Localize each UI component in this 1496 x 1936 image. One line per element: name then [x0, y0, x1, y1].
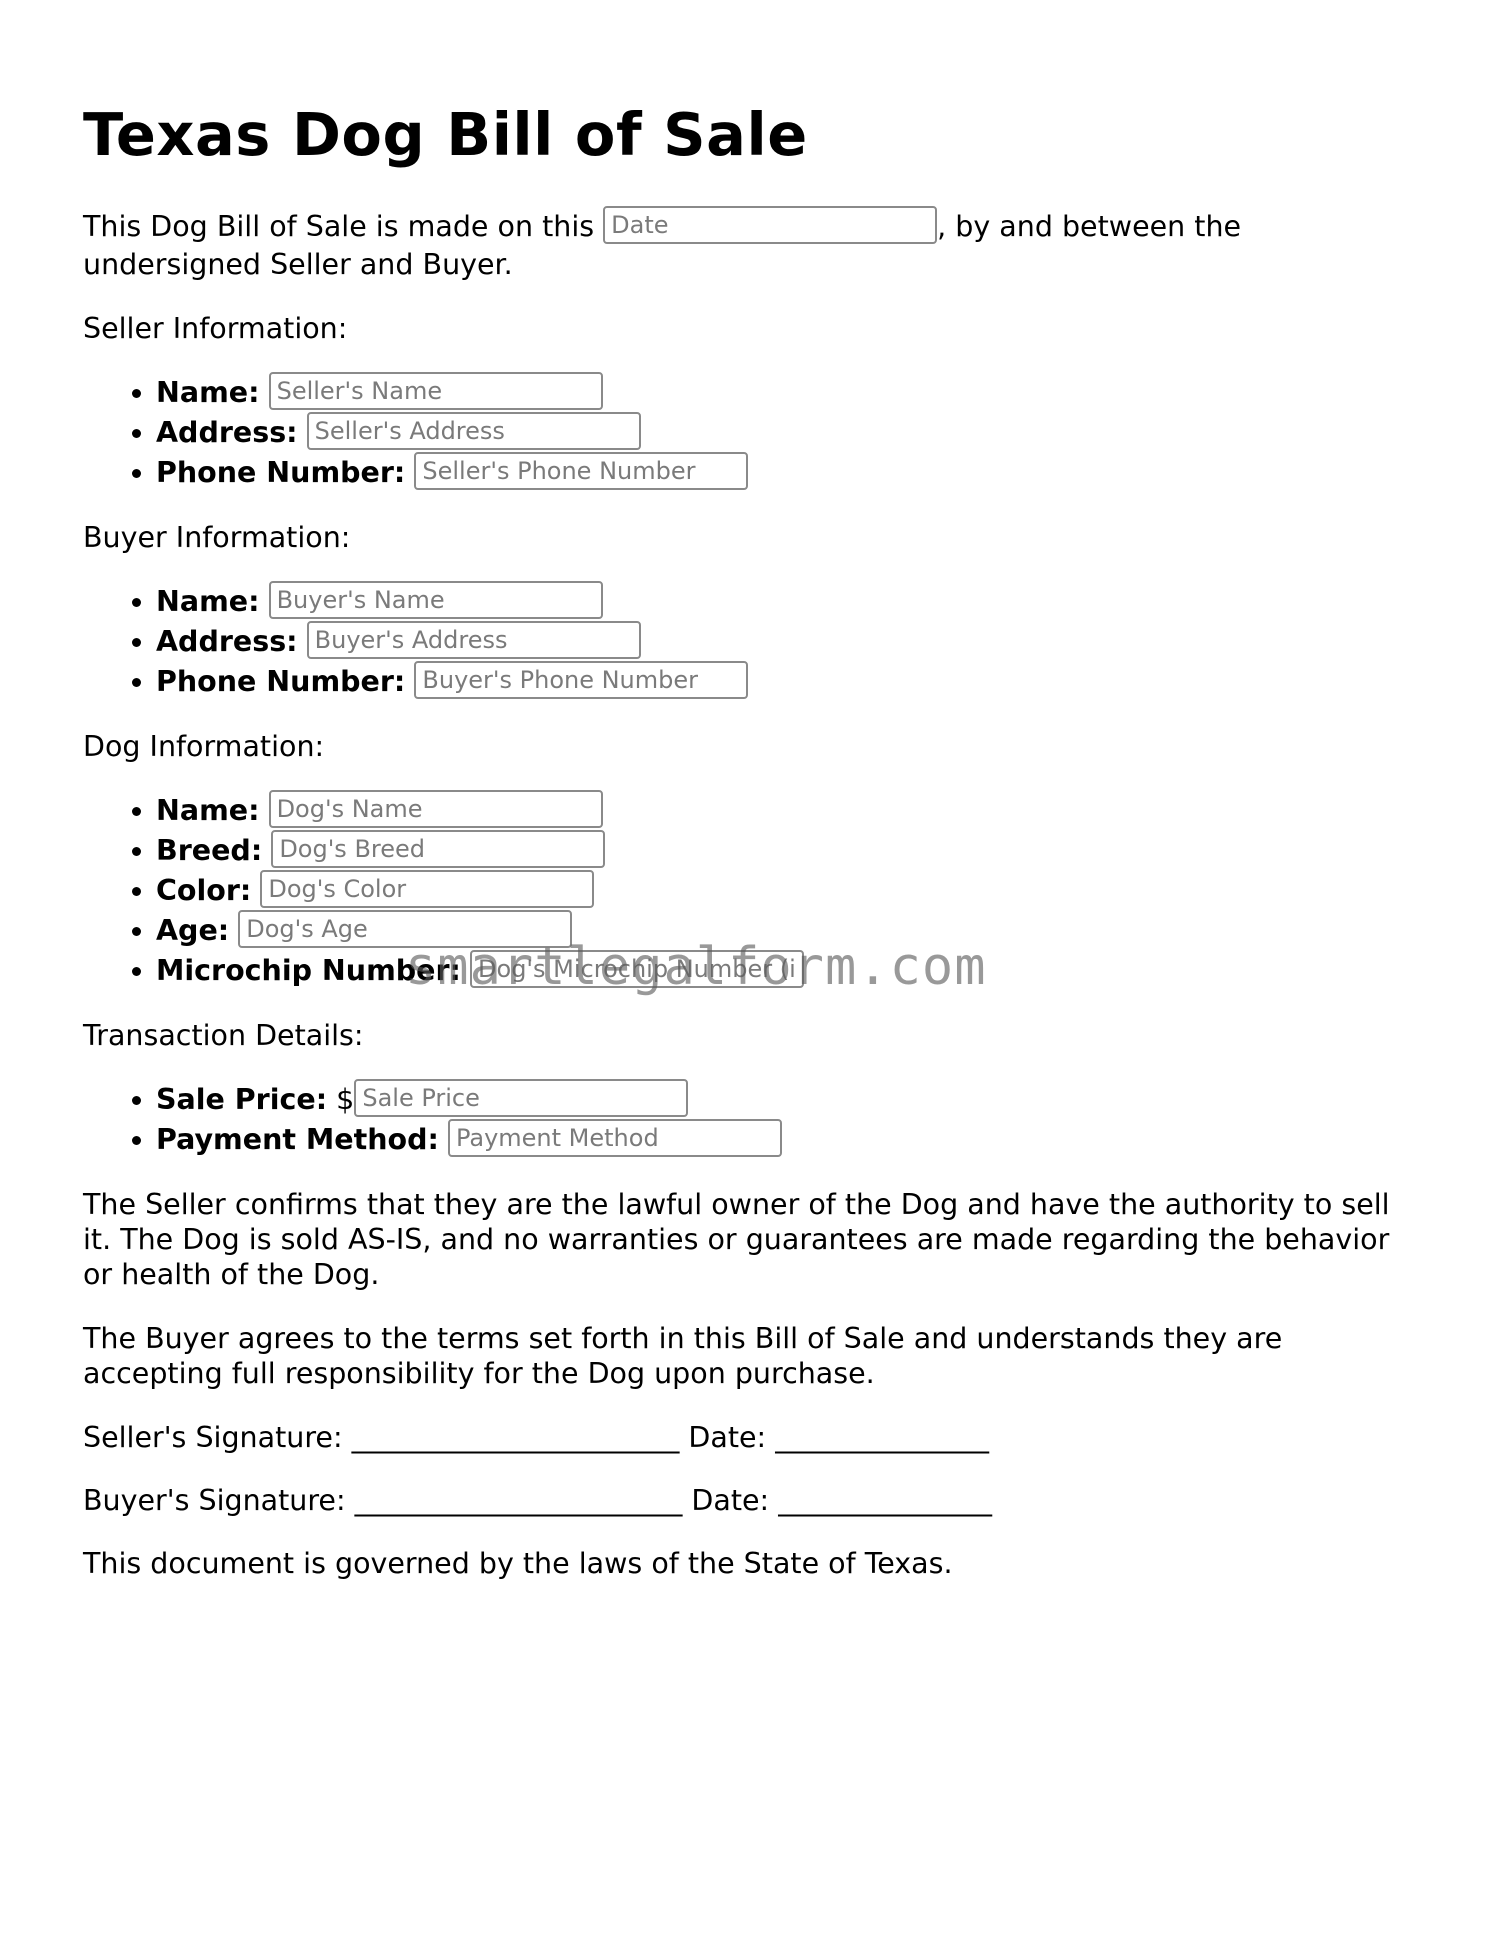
seller-name-label: Name: — [156, 375, 260, 409]
intro-text-after: , by and between the undersigned Seller and Buyer. — [83, 209, 1242, 281]
buyer-section-heading: Buyer Information: — [83, 520, 351, 554]
dog-name-input[interactable] — [269, 790, 603, 828]
dog-age-input[interactable] — [238, 910, 572, 948]
seller-phone-label: Phone Number: — [156, 455, 406, 489]
buyer-info-list — [83, 582, 1413, 702]
sale-price-input[interactable] — [354, 1079, 688, 1117]
list-item — [156, 582, 1413, 622]
signature-block — [83, 1420, 1413, 1518]
list-item — [156, 1120, 1413, 1160]
list-item — [156, 413, 1413, 453]
list-item — [156, 1080, 1413, 1120]
intro-paragraph — [83, 209, 1413, 282]
list-item — [156, 791, 1413, 831]
dog-color-label: Color: — [156, 873, 252, 907]
seller-phone-input[interactable] — [414, 452, 748, 490]
list-item — [156, 831, 1413, 871]
dog-section-heading: Dog Information: — [83, 729, 325, 763]
document-page — [83, 100, 1413, 1610]
transaction-info-list — [83, 1080, 1413, 1160]
buyer-address-input[interactable] — [307, 621, 641, 659]
dog-microchip-label: Microchip Number: — [156, 953, 461, 987]
buyer-name-input[interactable] — [269, 581, 603, 619]
page-title: Texas Dog Bill of Sale — [83, 100, 808, 169]
governing-law-statement: This document is governed by the laws of the State of Texas. — [83, 1546, 953, 1580]
payment-method-input[interactable] — [448, 1119, 782, 1157]
seller-address-label: Address: — [156, 415, 298, 449]
payment-method-label: Payment Method: — [156, 1122, 439, 1156]
list-item — [156, 453, 1413, 493]
dog-info-list — [83, 791, 1413, 991]
list-item — [156, 951, 1413, 991]
sale-price-label: Sale Price: — [156, 1082, 328, 1116]
list-item — [156, 622, 1413, 662]
buyer-phone-label: Phone Number: — [156, 664, 406, 698]
dog-breed-label: Breed: — [156, 833, 263, 867]
watermark: smartlegalform.com — [405, 937, 987, 997]
sale-date-input[interactable] — [603, 206, 937, 244]
list-item — [156, 871, 1413, 911]
currency-symbol: $ — [327, 1082, 355, 1116]
seller-info-list — [83, 373, 1413, 493]
dog-breed-input[interactable] — [271, 830, 605, 868]
buyer-phone-input[interactable] — [414, 661, 748, 699]
transaction-section-heading: Transaction Details: — [83, 1018, 364, 1052]
intro-text-before: This Dog Bill of Sale is made on this — [83, 209, 604, 243]
dog-name-label: Name: — [156, 793, 260, 827]
list-item — [156, 662, 1413, 702]
seller-section-heading: Seller Information: — [83, 311, 348, 345]
dog-age-label: Age: — [156, 913, 230, 947]
list-item — [156, 911, 1413, 951]
dog-color-input[interactable] — [260, 870, 594, 908]
seller-name-input[interactable] — [269, 372, 603, 410]
buyer-address-label: Address: — [156, 624, 298, 658]
dog-microchip-input[interactable] — [470, 950, 804, 988]
seller-signature-line: Seller's Signature: _______________________ Date: _______________ — [83, 1420, 989, 1454]
list-item — [156, 373, 1413, 413]
seller-address-input[interactable] — [307, 412, 641, 450]
buyer-name-label: Name: — [156, 584, 260, 618]
buyer-agreement-paragraph: The Buyer agrees to the terms set forth in this Bill of Sale and understands they are accepting full responsibility for the Dog upon purchase. — [83, 1321, 1283, 1390]
seller-confirmation-paragraph: The Seller confirms that they are the lawful owner of the Dog and have the authority to sell it. The Dog is sold AS-IS, and no warranties or guarantees are made regarding the behavior or health of the Dog. — [83, 1187, 1390, 1291]
buyer-signature-line: Buyer's Signature: _______________________ Date: _______________ — [83, 1483, 992, 1517]
